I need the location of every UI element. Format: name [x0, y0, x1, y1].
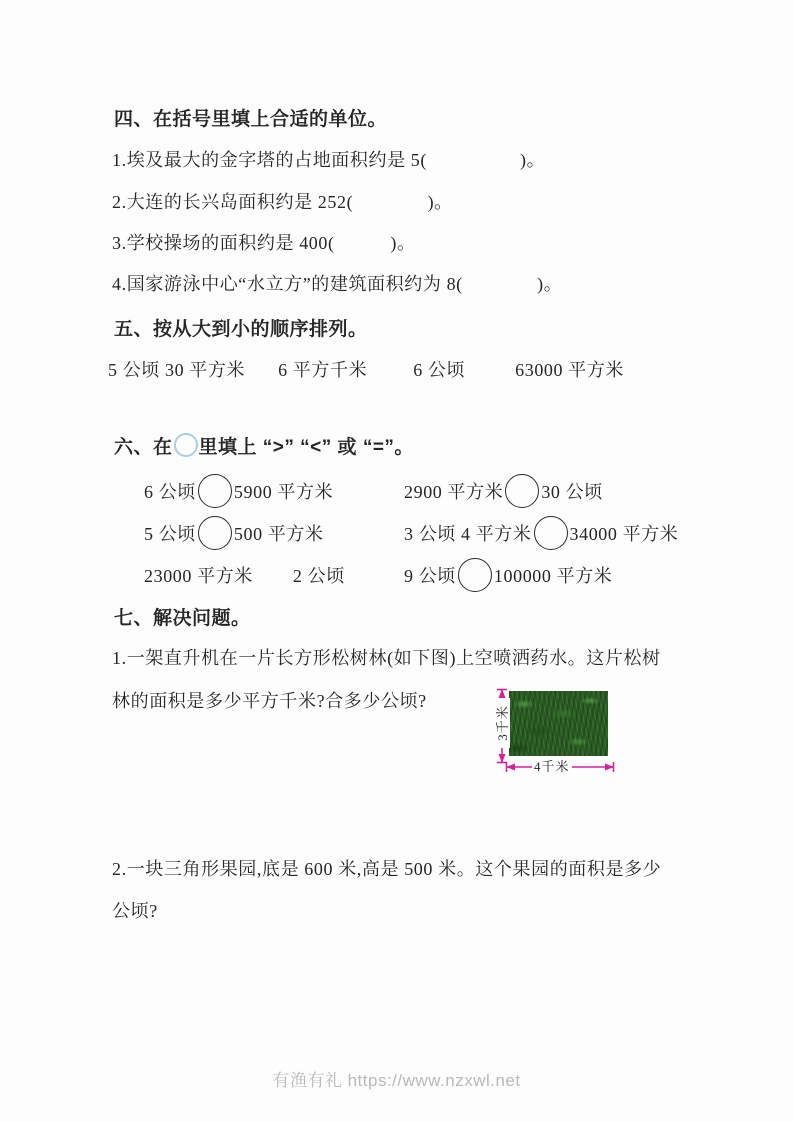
comparison-item [144, 473, 333, 509]
comparison-right-value: 100000 平方米 [493, 566, 613, 586]
question1-line2: 林的面积是多少平方千米?合多少公顷? [112, 691, 427, 711]
question1-line1: 1.一架直升机在一片长方形松树林(如下图)上空喷洒药水。这片松树 [112, 648, 661, 668]
section5-title: 五、按从大到小的顺序排列。 [114, 319, 368, 340]
comparison-left-value: 3 公顷 4 平方米 [404, 524, 532, 544]
comparison-right-value: 5900 平方米 [233, 482, 334, 502]
area-value-1: 5 公顷 30 平方米 [108, 360, 246, 380]
section4-item-3: 3.学校操场的面积约是 400( )。 [112, 233, 416, 253]
comparison-right-value: 2 公顷 [292, 566, 345, 586]
answer-circle [534, 516, 568, 550]
area-value-2: 6 平方千米 [278, 360, 368, 380]
comparison-right-value: 30 公顷 [541, 482, 603, 502]
comparison-left-value: 6 公顷 [144, 482, 196, 502]
comparison-left-value: 5 公顷 [144, 524, 196, 544]
comparison-item [404, 515, 678, 551]
footer-watermark: 有渔有礼 https://www.nzxwl.net [272, 1071, 521, 1090]
section4-item-4: 4.国家游泳中心“水立方”的建筑面积约为 8( )。 [112, 274, 563, 294]
section5-options [108, 356, 624, 382]
question2-line1: 2.一块三角形果园,底是 600 米,高是 500 米。这个果园的面积是多少 [112, 859, 662, 879]
comparison-item [144, 557, 345, 593]
area-value-3: 6 公顷 [413, 360, 466, 380]
answer-circle [198, 516, 232, 550]
section6-title [114, 432, 414, 459]
forest-photo [509, 691, 608, 756]
answer-circle [505, 474, 539, 508]
answer-circle [198, 474, 232, 508]
comparison-item [144, 515, 324, 551]
section6-title-suffix: 里填上 “>” “<” 或 “=”。 [198, 437, 414, 458]
comparison-item [404, 557, 612, 593]
comparison-right-value: 500 平方米 [233, 524, 324, 544]
section6-title-prefix: 六、在 [114, 437, 173, 458]
section4-item-2: 2.大连的长兴岛面积约是 252( )。 [112, 192, 453, 212]
comparison-left-value: 9 公顷 [404, 566, 456, 586]
section7-title: 七、解决问题。 [114, 608, 251, 629]
answer-circle [458, 558, 492, 592]
section4-item-1: 1.埃及最大的金字塔的占地面积约是 5( )。 [112, 150, 546, 170]
width-label: 4千米 [534, 759, 570, 774]
comparison-left-value: 23000 平方米 [144, 566, 253, 586]
area-value-4: 63000 平方米 [515, 360, 625, 380]
comparison-right-value: 34000 平方米 [569, 524, 679, 544]
example-circle-icon [174, 433, 198, 457]
section4-title: 四、在括号里填上合适的单位。 [114, 109, 388, 130]
comparison-item [404, 473, 603, 509]
question2-line2: 公顷? [112, 901, 158, 921]
height-label: 3千米 [496, 698, 510, 748]
comparison-left-value: 2900 平方米 [404, 482, 504, 502]
